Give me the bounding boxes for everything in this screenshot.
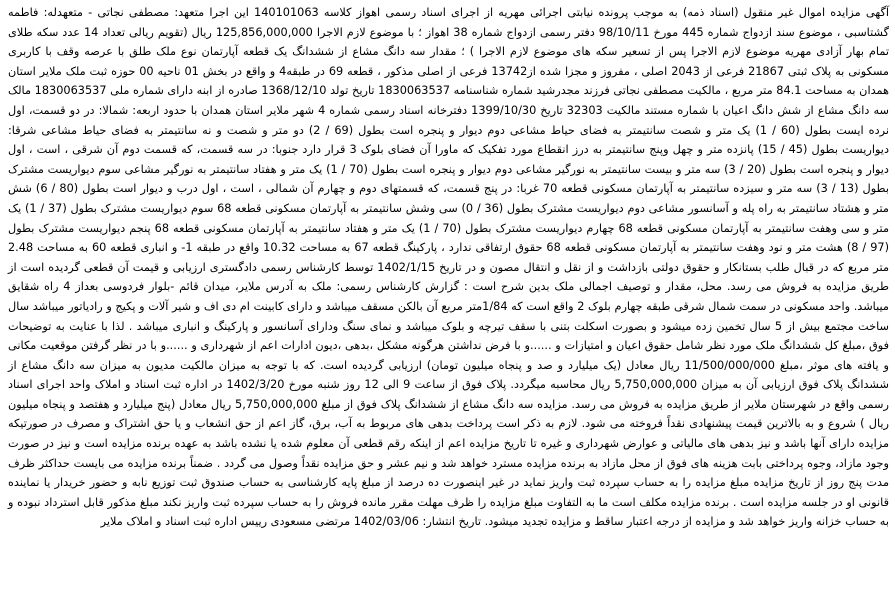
- auction-notice-body: آگهی مزایده اموال غیر منقول (اسناد ذمه) به موجب پرونده نیابتی اجرائی مهریه از اجرای اسناد رسمی اهواز کلاسه 140101063 این اجرا متعهد: مصطفی نجاتی - متعهدله: فاطمه گشتاسبی ، موضوع سند ازدواج شماره 445 مورخ 98/10/11 دفتر رسمی ازدواج شماره 38 اهواز ؛ با موضوع لازم الاجرا 125,856,000,000 ریال (تقویم ریالی تعداد 14 عدد سکه طلای تمام بهار آزادی مهریه موضوع لازم الاجرا پس از تسعیر سکه های موضوع لازم الاجرا ) ؛ مقدار سه دانگ مشاع از ششدانگ یک قطعه آپارتمان نوع ملک طلق با عرصه وقف با کاربری مسکونی به پلاک ثبتی 21867 فرعی از 2043 اصلی ، مفروز و مجزا شده از13742 فرعی از اصلی مذکور ، قطعه 69 در طبقه4 و واقع در بخش 01 ناحیه 00 حوزه ثبت ملک ملایر استان همدان به مساحت 84.1 متر مربع ، مالکیت مصطفی نجاتی فرزند مجدرشید شماره شناسنامه 1830063537 تاریخ تولد 1368/12/10 صادره از ابنه دارای شماره ملی 1830063537 مالک سه دانگ مشاع از شش دانگ اعیان با شماره مستند مالکیت 32303 تاریخ 1399/10/30 دفترخانه اسناد رسمی شماره 4 شهر ملایر استان همدان با حدود اربعه: شمالا: در دو قسمت، اول نرده ایست بطول (60 / 1) یک متر و شصت سانتیمتر به فضای حیاط مشاعی دوم دیوار و پنجره است بطول (69 / 2) دو متر و شصت و نه سانتیمتر به فضای حیاط مشاعی شرقا: دیواریست بطول (45 / 15) پانزده متر و چهل وپنج سانتیمتر به درز انقطاع مورد تفکیک که ماورا آن فضای بلوک 3 قرار دارد جنوبا: در سه قسمت، که قسمت دوم آن شرقی ، است ، اول دیوار و پنجره است بطول (20 / 3) سه متر و بیست سانتیمتر به نورگیر مشاعی دوم دیوار و پنجره است بطول (70 / 1) یک متر و هفتاد سانتیمتر به نورگیر مشاعی سوم دیواریست مشترک بطول (13 / 3) سه متر و سیزده سانتیمتر به آپارتمان مسکونی قطعه 70 غربا: در پنج قسمت، که قسمتهای دوم و چهارم آن شمالی ، است ، اول درب و دیوار است بطول (80 / 6) شش متر و هشتاد سانتیمتر به راه پله و آسانسور مشاعی دوم دیواریست مشترک بطول (36 / 0) سی وشش سانتیمتر به آپارتمان مسکونی قطعه 68 سوم دیواریست مشترک بطول (37 / 1) یک متر و سی وهفت سانتیمتر به آپارتمان مسکونی قطعه 68 چهارم دیواریست مشترک بطول (70 / 1) یک متر و هفتاد سانتیمتر به آپارتمان مسکونی قطعه 68 پنجم دیواریست مشترک بطول (97 / 8) هشت متر و نود وهفت سانتیمتر به آپارتمان مسکونی قطعه 68 حقوق ارتفاقی ندارد ، پارکینگ قطعه 67 به مساحت 10.32 واقع در طبقه 1- و انباری قطعه 60 به مساحت 2.48 متر مربع که در قبال طلب بستانکار و حقوق دولتی بازداشت و از نقل و انتقال مصون و در تاریخ 1402/1/15 توسط کارشناس رسمی دادگستری ارزیابی و قیمت آن قطعی گردیده است از طریق مزایده به فروش می رسد. محل، مقدار و توصیف اجمالی ملک بدین شرح است : گزارش کارشناس رسمی: ملک به آدرس ملایر، میدان قائم -بلوار فردوسی بعداز 4 راه شقایق میباشد. واحد مسکونی در سمت شمال شرقی طبقه چهارم بلوک 2 واقع است که 1/84متر مربع آن بالکن مسقف میباشد و دارای کابینت ام دی اف و شیر آلات و پکیج و رادیاتور میباشد سال ساخت مجتمع بیش از 5 سال تخمین زده میشود و بصورت اسکلت بتنی با سقف تیرچه و بلوک میباشد و نمای سنگ ودارای آسانسور و پارکینگ و انباری میباشد . لذا با عنایت به توضیحات فوق ،مبلغ کل ششدانگ ملک مورد نظر شامل حقوق اعیان و امتیازات و ......و با فرض نداشتن هرگونه مشکل ،بدهی ،دیون ادارات اعم از شهرداری و ......و با در نظر گرفتن موقعیت مکانی و یافته های موثر ،مبلغ 11/500/000/000 ریال معادل (یک میلیارد و صد و پنجاه میلیون تومان) ارزیابی گردیده است. که با توجه به میزان مالکیت مدیون به میزان سه دانگ مشاع از ششدانگ پلاک فوق ارزیابی آن به میزان 5,750,000,000 ریال محاسبه میگردد. پلاک فوق از ساعت 9 الی 12 روز شنبه مورخ 1402/3/20 در اداره ثبت اسناد و املاک واحد اجرای اسناد رسمی واقع در شهرستان ملایر از طریق مزایده به فروش می رسد. مزایده سه دانگ مشاع از ششدانگ پلاک فوق از مبلغ 5,750,000,000 ریال معادل (پنج میلیارد و هفتصد و پنجاه میلیون ریال ) شروع و به بالاترین قیمت پیشنهادی نقداً فروخته می شود. لازم به ذکر است پرداخت بدهی های مربوط به آب، برق، گاز اعم از حق انشعاب و یا حق اشتراک و مصرف در صورتیکه مزایده دارای آنها باشد و نیز بدهی های مالیاتی و عوارض شهرداری و غیره تا تاریخ مزایده اعم از اینکه رقم قطعی آن معلوم شده یا نشده باشد به عهده برنده مزایده است و نیز در صورت وجود مازاد، وجوه پرداختی بابت هزینه های فوق از محل مازاد به برنده مزایده مسترد خواهد شد و نیم عشر و حق مزایده نقداً وصول می گردد . ضمناً برنده مزایده می بایست حداکثر ظرف مدت پنج روز از تاریخ مزایده مبلغ مزایده را به حساب سپرده ثبت واریز نماید در غیر اینصورت ده درصد از مبلغ پایه کارشناسی به حساب صندوق ثبت توزیع نابه و حضور خریدار یا نماینده قانونی او در جلسه مزایده است . برنده مزایده مکلف است ما به التفاوت مبلغ مزایده را ظرف مهلت مقرر مانده فروش را به حساب سپرده ثبت واریز نکند مبلغ مذکور قابل استرداد نبوده و به حساب خزانه واریز خواهد شد و مزایده از درجه اعتبار ساقط و مزایده تجدید میشود. تاریخ انتشار: 1402/03/06 مرتضی مسعودی رییس اداره ثبت اسناد و املاک ملایر: [8, 6, 890, 529]
